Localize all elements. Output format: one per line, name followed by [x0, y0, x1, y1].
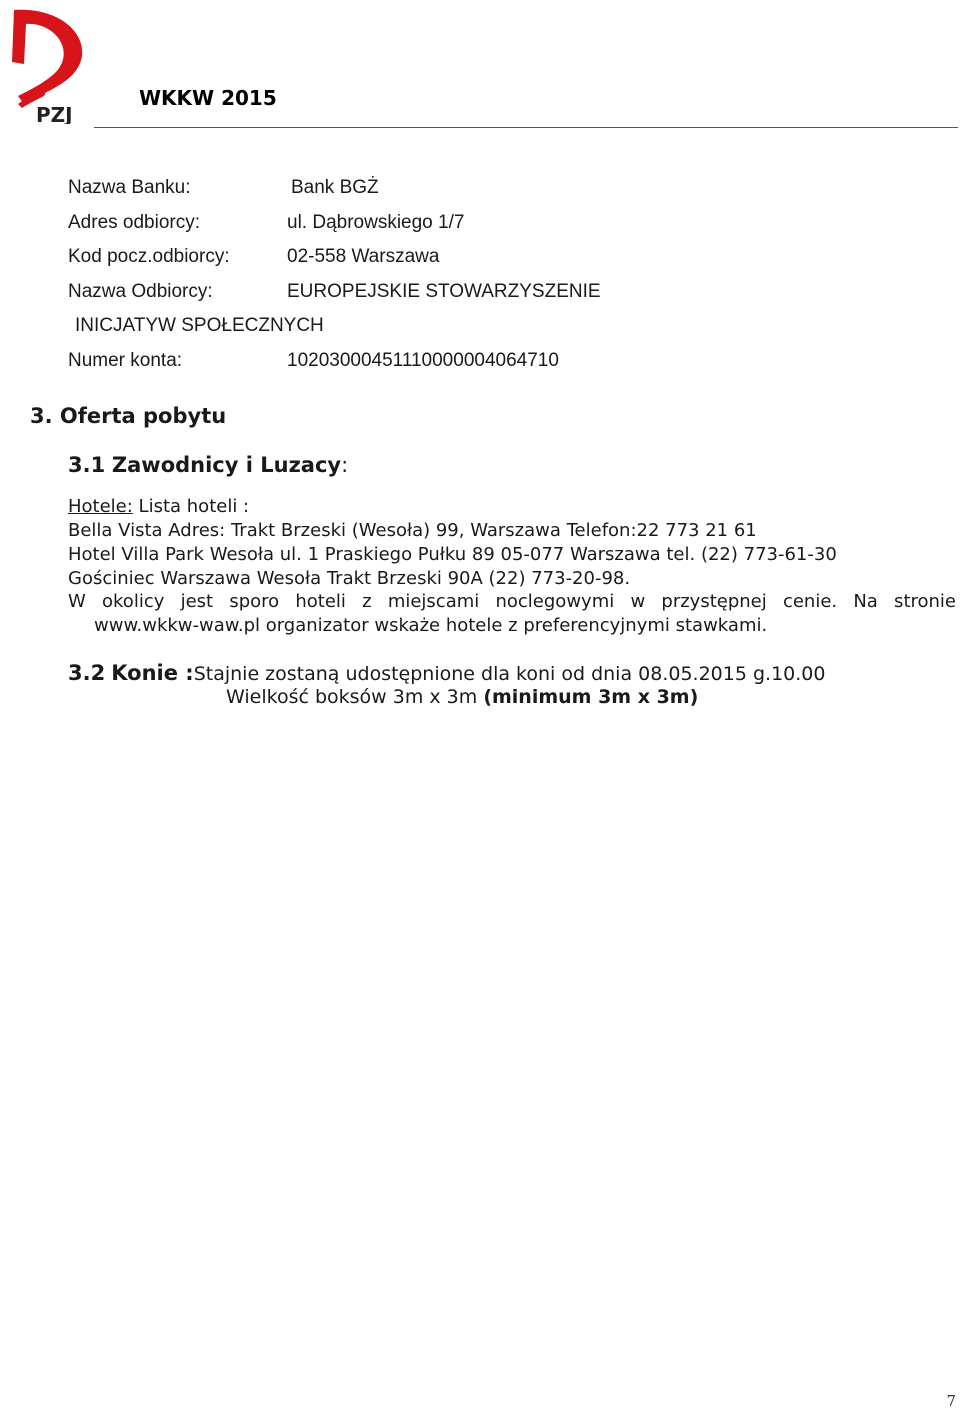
account-number-value: 10203000451110000004064710: [287, 350, 559, 371]
recipient-name-value-line2: INICJATYW SPOŁECZNYCH: [75, 315, 324, 336]
section-3-1-colon: :: [341, 453, 349, 477]
hotel-villa-park: Hotel Villa Park Wesoła ul. 1 Praskiego Pułku 89 05-077 Warszawa tel. (22) 773-61-30: [68, 544, 837, 565]
section-3-2-number: 3.2: [68, 661, 106, 685]
box-size: [226, 686, 698, 708]
page-number: 7: [946, 1392, 956, 1410]
hotels-label: Hotele:: [68, 496, 133, 517]
box-size-text: Wielkość boksów 3m x 3m: [226, 686, 484, 708]
hotel-gosciniec: Gościniec Warszawa Wesoła Trakt Brzeski 90A (22) 773-20-98.: [68, 568, 631, 589]
bank-name-value: Bank BGŻ: [291, 177, 379, 198]
postcode-label: Kod pocz.odbiorcy:: [68, 246, 230, 267]
hotels-list-intro: Lista hoteli :: [132, 496, 250, 517]
page-title: WKKW 2015: [139, 86, 277, 110]
stables-text: Stajnie zostaną udostępnione dla koni od dnia 08.05.2015 g.10.00: [193, 663, 826, 685]
postcode-value: 02-558 Warszawa: [287, 246, 440, 267]
account-number-label: Numer konta:: [68, 350, 183, 371]
pzj-logo: [4, 4, 94, 124]
section-3-1-title: Zawodnicy i Luzacy: [111, 453, 342, 477]
bank-name-label: Nazwa Banku:: [68, 177, 191, 198]
header-divider: [94, 127, 958, 128]
section-3-1-number: 3.1: [68, 453, 106, 477]
recipient-address-value: ul. Dąbrowskiego 1/7: [287, 212, 465, 233]
hotels-note-line2: www.wkkw-waw.pl organizator wskaże hotele z preferencyjnymi stawkami.: [94, 615, 768, 636]
box-size-minimum: (minimum 3m x 3m): [483, 686, 699, 708]
hotels-note-line1: W okolicy jest sporo hoteli z miejscami noclegowymi w przystępnej cenie. Na stronie: [68, 591, 956, 612]
hotel-bella-vista: Bella Vista Adres: Trakt Brzeski (Wesoła) 99, Warszawa Telefon:22 773 21 61: [68, 520, 757, 541]
section-3-1-heading: [68, 453, 348, 477]
pzj-logo-text: PZJ: [36, 103, 73, 124]
section-3-heading: 3. Oferta pobytu: [30, 404, 227, 428]
recipient-address-label: Adres odbiorcy:: [68, 212, 201, 233]
section-3-2-title: Konie :: [111, 661, 194, 685]
recipient-name-value-line1: EUROPEJSKIE STOWARZYSZENIE: [287, 281, 601, 302]
hotels-intro: [68, 496, 249, 517]
section-3-2: [68, 661, 825, 685]
recipient-name-label: Nazwa Odbiorcy:: [68, 281, 213, 302]
